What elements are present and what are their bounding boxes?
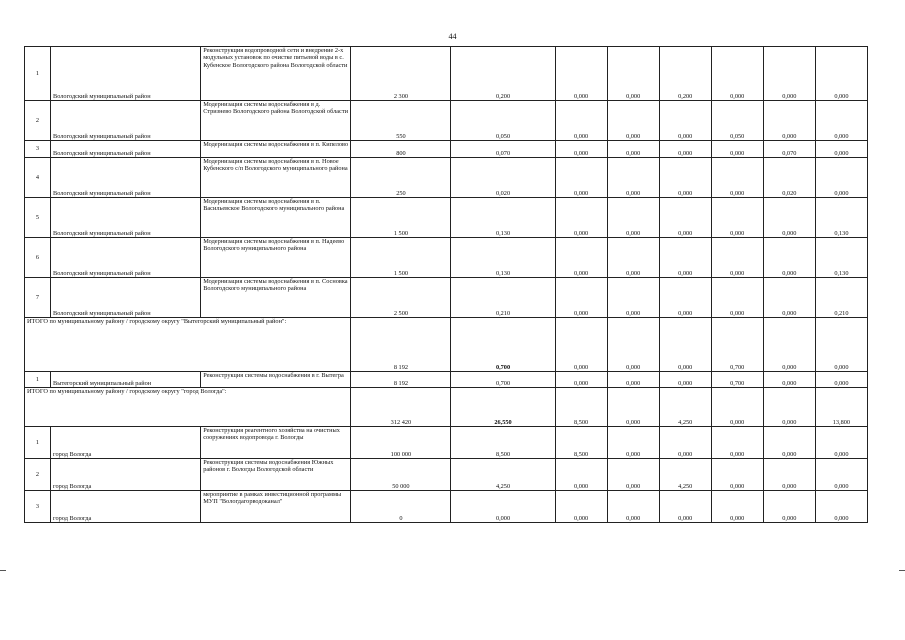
value-cell: 0,000 <box>763 238 815 278</box>
value-cell: 0,000 <box>659 278 711 318</box>
measure-description: Модернизация системы водоснабжения в п. Новое Кубенского с/п Вологодского муниципального района <box>201 158 351 198</box>
value-cell: 0,000 <box>711 459 763 491</box>
value-cell: 0,000 <box>659 198 711 238</box>
value-cell: 0,130 <box>815 238 867 278</box>
row-number: 5 <box>25 198 51 238</box>
value-cell: 0,000 <box>763 491 815 523</box>
municipality-cell: город Вологда <box>51 491 201 523</box>
value-cell: 0,000 <box>659 158 711 198</box>
row-number: 1 <box>25 47 51 101</box>
measure-description: Модернизация системы водоснабжения в п. Васильевское Вологодского муниципального района <box>201 198 351 238</box>
value-cell: 0,000 <box>607 491 659 523</box>
value-cell: 0,000 <box>711 198 763 238</box>
value-cell: 0,000 <box>711 238 763 278</box>
value-cell: 0,000 <box>659 238 711 278</box>
municipality-cell: Вологодский муниципальный район <box>51 47 201 101</box>
table-row <box>25 198 868 238</box>
municipality-cell: Вологодский муниципальный район <box>51 158 201 198</box>
value-cell: 4,250 <box>451 459 555 491</box>
measure-description: Модернизация системы водоснабжения в п. Сосновка Вологодского муниципального района <box>201 278 351 318</box>
value-cell: 312 420 <box>351 388 451 427</box>
value-cell: 0,130 <box>451 198 555 238</box>
value-cell: 8,500 <box>555 427 607 459</box>
value-cell: 0,000 <box>763 198 815 238</box>
value-cell: 0,000 <box>607 198 659 238</box>
value-cell: 0,050 <box>711 101 763 141</box>
value-cell: 0,000 <box>555 372 607 388</box>
measure-description: Реконструкция системы водоснабжения в г. Вытегра <box>201 372 351 388</box>
value-cell: 0,700 <box>451 318 555 372</box>
value-cell: 1 500 <box>351 238 451 278</box>
value-cell: 0,700 <box>451 372 555 388</box>
value-cell: 0,000 <box>763 459 815 491</box>
total-label: ИТОГО по муниципальному району / городскому округу "город Вологда": <box>25 388 351 427</box>
total-row <box>25 388 868 427</box>
municipality-cell: Вологодский муниципальный район <box>51 238 201 278</box>
measure-description: Модернизация системы водоснабжения в д. Стризнево Вологодского района Вологодской области <box>201 101 351 141</box>
value-cell: 0,000 <box>607 101 659 141</box>
page-number: 44 <box>448 32 457 41</box>
value-cell: 0,000 <box>763 47 815 101</box>
value-cell: 0,000 <box>815 459 867 491</box>
value-cell: 0,000 <box>711 491 763 523</box>
value-cell: 0,000 <box>607 278 659 318</box>
value-cell: 0,000 <box>659 427 711 459</box>
margin-mark-left <box>0 570 6 571</box>
value-cell: 4,250 <box>659 388 711 427</box>
value-cell: 0,000 <box>659 318 711 372</box>
value-cell: 0,000 <box>607 388 659 427</box>
table-row <box>25 491 868 523</box>
row-number: 3 <box>25 491 51 523</box>
value-cell: 0,000 <box>711 388 763 427</box>
table-row <box>25 278 868 318</box>
value-cell: 0,000 <box>815 318 867 372</box>
row-number: 1 <box>25 427 51 459</box>
value-cell: 0,200 <box>659 47 711 101</box>
value-cell: 0,000 <box>607 318 659 372</box>
value-cell: 0,000 <box>555 491 607 523</box>
value-cell: 0,000 <box>555 198 607 238</box>
value-cell: 0,000 <box>711 158 763 198</box>
value-cell: 0,000 <box>451 491 555 523</box>
value-cell: 0,000 <box>555 459 607 491</box>
municipality-cell: Вологодский муниципальный район <box>51 278 201 318</box>
measure-description: Реконструкция водопроводной сети и внедрение 2-х модульных установок по очистке питьевой воды в с. Кубенское Вологодского района Вологодской области <box>201 47 351 101</box>
value-cell: 0,000 <box>763 278 815 318</box>
value-cell: 8,500 <box>451 427 555 459</box>
table-row <box>25 158 868 198</box>
value-cell: 0,000 <box>555 47 607 101</box>
value-cell: 0,000 <box>555 238 607 278</box>
measure-description: Модернизация системы водоснабжения в п. Кипелово <box>201 141 351 158</box>
value-cell: 8,500 <box>555 388 607 427</box>
value-cell: 0,020 <box>451 158 555 198</box>
value-cell: 0,000 <box>815 491 867 523</box>
value-cell: 13,800 <box>815 388 867 427</box>
value-cell: 0,000 <box>607 47 659 101</box>
value-cell: 4,250 <box>659 459 711 491</box>
value-cell: 0,000 <box>659 491 711 523</box>
value-cell: 0,000 <box>555 318 607 372</box>
measure-description: Модернизация системы водоснабжения в п. Надеево Вологодского муниципального района <box>201 238 351 278</box>
value-cell: 0,210 <box>451 278 555 318</box>
value-cell: 0,000 <box>607 427 659 459</box>
value-cell: 100 000 <box>351 427 451 459</box>
value-cell: 1 500 <box>351 198 451 238</box>
value-cell: 0,700 <box>711 372 763 388</box>
total-label: ИТОГО по муниципальному району / городскому округу "Вытегорский муниципальный район": <box>25 318 351 372</box>
data-table <box>24 46 868 523</box>
value-cell: 0,000 <box>607 459 659 491</box>
value-cell: 0,000 <box>555 141 607 158</box>
value-cell: 0,000 <box>815 158 867 198</box>
measure-description: Реконструкция реагентного хозяйства на очистных сооружениях водопровода г. Вологды <box>201 427 351 459</box>
value-cell: 0,700 <box>711 318 763 372</box>
value-cell: 0,000 <box>763 372 815 388</box>
value-cell: 0,000 <box>659 141 711 158</box>
value-cell: 0,000 <box>607 372 659 388</box>
value-cell: 8 192 <box>351 372 451 388</box>
value-cell: 0,000 <box>555 278 607 318</box>
municipality-cell: город Вологда <box>51 427 201 459</box>
value-cell: 0,000 <box>763 388 815 427</box>
value-cell: 0,000 <box>763 427 815 459</box>
value-cell: 0,070 <box>763 141 815 158</box>
total-row <box>25 318 868 372</box>
row-number: 1 <box>25 372 51 388</box>
value-cell: 0,000 <box>815 372 867 388</box>
value-cell: 0,000 <box>659 101 711 141</box>
value-cell: 26,550 <box>451 388 555 427</box>
margin-mark-right <box>899 570 905 571</box>
table-row <box>25 141 868 158</box>
value-cell: 250 <box>351 158 451 198</box>
value-cell: 0,000 <box>555 158 607 198</box>
table-row <box>25 47 868 101</box>
value-cell: 0,000 <box>711 141 763 158</box>
table-row <box>25 372 868 388</box>
measure-description: мероприятие в рамках инвестиционной программы МУП "Вологдагорводоканал" <box>201 491 351 523</box>
table-row <box>25 238 868 278</box>
value-cell: 0,130 <box>815 198 867 238</box>
value-cell: 800 <box>351 141 451 158</box>
value-cell: 0,050 <box>451 101 555 141</box>
value-cell: 2 300 <box>351 47 451 101</box>
value-cell: 0,210 <box>815 278 867 318</box>
measure-description: Реконструкция системы водоснабжения Южных районов г. Вологды Вологодской области <box>201 459 351 491</box>
value-cell: 0,130 <box>451 238 555 278</box>
table-row <box>25 427 868 459</box>
value-cell: 0,000 <box>815 101 867 141</box>
value-cell: 0,070 <box>451 141 555 158</box>
value-cell: 0,000 <box>815 141 867 158</box>
value-cell: 550 <box>351 101 451 141</box>
value-cell: 0,000 <box>607 141 659 158</box>
municipality-cell: Вологодский муниципальный район <box>51 198 201 238</box>
value-cell: 0 <box>351 491 451 523</box>
value-cell: 0,000 <box>607 158 659 198</box>
municipality-cell: город Вологда <box>51 459 201 491</box>
value-cell: 0,000 <box>763 101 815 141</box>
municipality-cell: Вытегорский муниципальный район <box>51 372 201 388</box>
value-cell: 0,000 <box>815 427 867 459</box>
value-cell: 0,000 <box>607 238 659 278</box>
value-cell: 0,000 <box>711 427 763 459</box>
value-cell: 0,200 <box>451 47 555 101</box>
table-row <box>25 459 868 491</box>
municipality-cell: Вологодский муниципальный район <box>51 101 201 141</box>
row-number: 7 <box>25 278 51 318</box>
value-cell: 0,000 <box>659 372 711 388</box>
row-number: 6 <box>25 238 51 278</box>
value-cell: 0,020 <box>763 158 815 198</box>
value-cell: 0,000 <box>763 318 815 372</box>
row-number: 3 <box>25 141 51 158</box>
value-cell: 0,000 <box>711 47 763 101</box>
value-cell: 0,000 <box>555 101 607 141</box>
value-cell: 0,000 <box>815 47 867 101</box>
row-number: 4 <box>25 158 51 198</box>
value-cell: 50 000 <box>351 459 451 491</box>
municipality-cell: Вологодский муниципальный район <box>51 141 201 158</box>
table-row <box>25 101 868 141</box>
value-cell: 8 192 <box>351 318 451 372</box>
value-cell: 0,000 <box>711 278 763 318</box>
value-cell: 2 500 <box>351 278 451 318</box>
row-number: 2 <box>25 101 51 141</box>
row-number: 2 <box>25 459 51 491</box>
